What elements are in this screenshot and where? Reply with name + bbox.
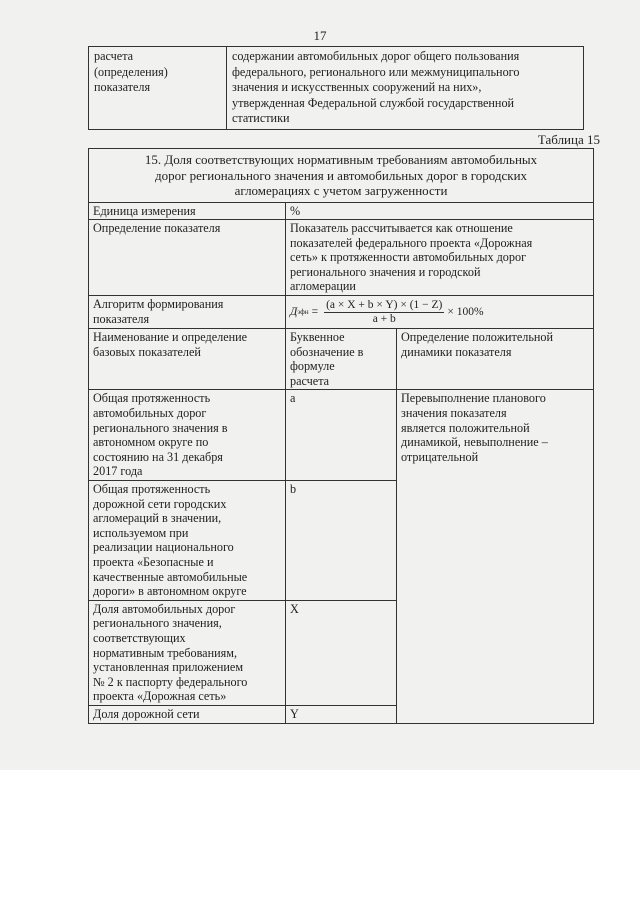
row-symbol: X [286, 600, 397, 705]
row-name: Доля дорожной сети [89, 705, 286, 723]
formula-numerator: (a × X + b × Y) × (1 − Z) [326, 298, 443, 311]
row-name: Доля автомобильных дорог регионального значения, соответствующих нормативным требованиям, установленная приложением № 2 к паспорту федерального проекта «Дорожная сеть» [89, 600, 286, 705]
page-number: 17 [313, 28, 327, 43]
top-table-left-cell: расчета (определения) показателя [89, 47, 227, 130]
table-title: 15. Доля соответствующих нормативным требованиям автомобильных дорог регионального значения и автомобильных дорог в городских агломерациях с учетом загруженности [89, 149, 594, 203]
header-name: Наименование и определение базовых показателей [89, 329, 286, 390]
algorithm-label: Алгоритм формирования показателя [89, 296, 286, 329]
positive-dynamics: Перевыполнение планового значения показателя является положительной динамикой, невыполнение – отрицательной [397, 390, 594, 723]
formula-fraction [324, 299, 444, 326]
definition-label: Определение показателя [89, 220, 286, 296]
row-name: Общая протяженность дорожной сети городских агломераций в значении, используемом при реализации национального проекта «Безопасные и качественные автомобильные дороги» в автономном округе [89, 481, 286, 601]
header-symbol: Буквенное обозначение в формуле расчета [286, 329, 397, 390]
row-symbol: Y [286, 705, 397, 723]
top-table [88, 46, 584, 130]
table-caption: Таблица 15 [537, 132, 600, 147]
unit-value: % [286, 202, 594, 220]
row-name: Общая протяженность автомобильных дорог регионального значения в автономном округе по состоянию на 31 декабря 2017 года [89, 390, 286, 481]
definition-text: Показатель рассчитывается как отношение показателей федерального проекта «Дорожная сеть» к протяженности автомобильных дорог регионального значения и городской агломерации [286, 220, 594, 296]
table-15 [88, 148, 594, 724]
formula: Д эфн = $\frac{(a \times X + b \times Y) \times (1 - Z)}{a + b}$ × 100% [290, 298, 484, 325]
table-row [89, 390, 594, 481]
top-table-right-cell: содержании автомобильных дорог общего пользования федерального, регионального или межмуниципального значения и искусственных сооружений на них», утвержденная Федеральной службой государственной статистики [227, 47, 584, 130]
formula-cell [286, 296, 594, 329]
header-dynamics: Определение положительной динамики показателя [397, 329, 594, 390]
row-symbol: a [286, 390, 397, 481]
row-symbol: b [286, 481, 397, 601]
formula-denominator: a + b [372, 312, 396, 325]
unit-label: Единица измерения [89, 202, 286, 220]
